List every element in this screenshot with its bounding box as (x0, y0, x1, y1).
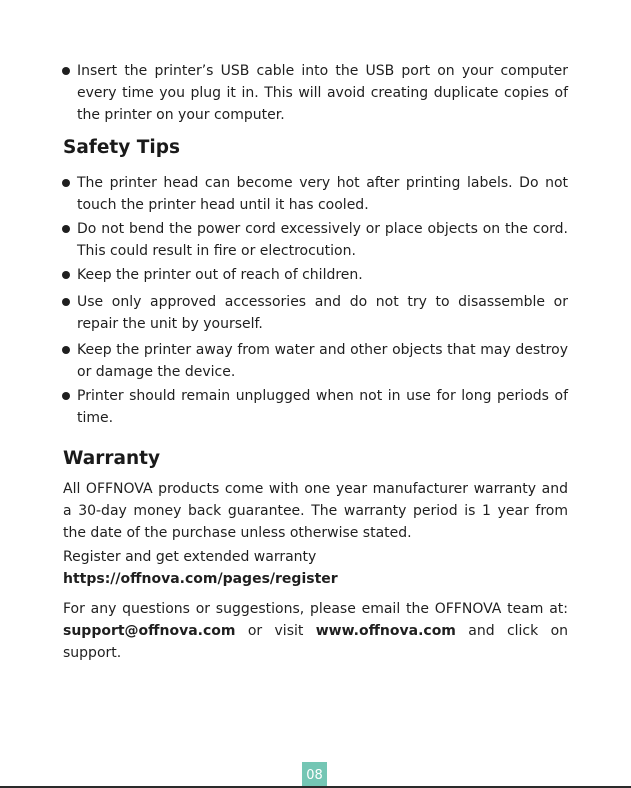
safety-item: Printer should remain unplugged when not in use for long periods of time. (62, 385, 568, 429)
register-url[interactable]: https://offnova.com/pages/register (63, 571, 338, 587)
intro-bullet: Insert the printer’s USB cable into the USB port on your computer every time you plug it in. This will avoid creating duplicate copies of the printer on your computer. (62, 60, 568, 126)
page-number: 08 (302, 762, 327, 788)
contact-email-link[interactable]: support@offnova.com (63, 623, 236, 639)
warranty-heading: Warranty (63, 448, 161, 469)
safety-item: Do not bend the power cord excessively or place objects on the cord. This could result in fire or electrocution. (62, 218, 568, 262)
safety-item: Keep the printer away from water and other objects that may destroy or damage the device. (62, 339, 568, 383)
contact-or-visit: or visit (247, 623, 304, 639)
safety-item: The printer head can become very hot after printing labels. Do not touch the printer head until it has cooled. (62, 172, 568, 216)
safety-item: Use only approved accessories and do not try to disassemble or repair the unit by yourself. (62, 291, 568, 335)
safety-heading: Safety Tips (63, 137, 180, 158)
contact-site-link[interactable]: www.offnova.com (315, 623, 456, 639)
register-link[interactable] (63, 568, 568, 590)
contact-prefix: For any questions or suggestions, please email the OFFNOVA team at: (63, 601, 568, 617)
safety-item: Keep the printer out of reach of children. (62, 264, 568, 286)
contact-paragraph (63, 598, 568, 664)
warranty-paragraph: All OFFNOVA products come with one year manufacturer warranty and a 30-day money back guarantee. The warranty period is 1 year from the date of the purchase unless otherwise stated. (63, 481, 568, 541)
register-text: Register and get extended warranty (63, 549, 317, 565)
contact-suffix: and click on support. (63, 623, 569, 661)
